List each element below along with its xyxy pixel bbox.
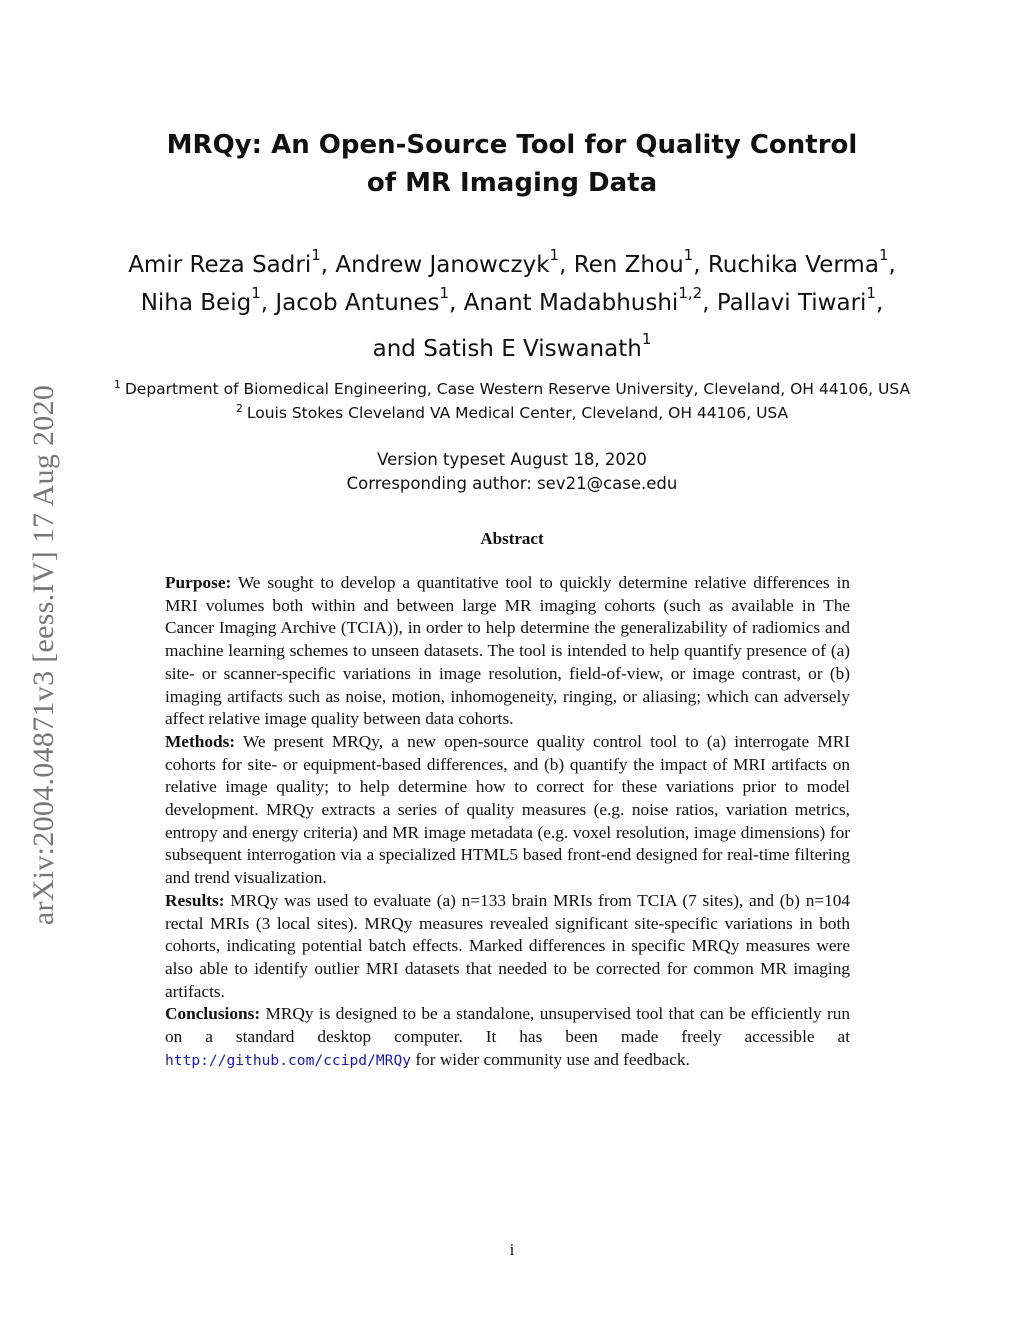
author-line-3	[0, 330, 1024, 364]
title-line-2: of MR Imaging Data	[366, 168, 658, 198]
author-name: Andrew Janowczyk	[335, 252, 550, 278]
author-name: Pallavi Tiwari	[716, 290, 867, 316]
author-name: Amir Reza Sadri	[128, 252, 312, 278]
author-affiliation-mark: 1,2	[678, 284, 703, 303]
author-affiliation-mark: 1	[311, 246, 321, 265]
affiliations	[0, 377, 1024, 425]
corresponding-author-line: Corresponding author: sev21@case.edu	[346, 474, 678, 493]
author-affiliation-mark: 1	[439, 284, 450, 303]
author-name: Anant Madabhushi	[463, 290, 679, 316]
abstract-heading: Abstract	[480, 529, 544, 548]
paper-title	[0, 126, 1024, 202]
conclusions-text: MRQy is designed to be a standalone, unsupervised tool that can be efficiently run on a standard desktop computer. It has been made freely accessible at	[165, 1004, 850, 1047]
author-affiliation-mark: 1	[878, 246, 889, 265]
conclusions-tail: for wider community use and feedback.	[415, 1049, 690, 1069]
abstract-conclusions	[165, 1003, 850, 1072]
version-info	[0, 448, 1024, 496]
affiliation-2	[0, 401, 1024, 425]
page-number: i	[509, 1240, 515, 1259]
author-line-1: Amir Reza Sadri$^1$, Andrew Janowczyk$^1$, Ren Zhou$^1$, Ruchika Verma$^1$,	[128, 246, 896, 278]
results-text: MRQy was used to evaluate (a) n=133 brain MRIs from TCIA (7 sites), and (b) n=104 rectal MRIs (3 local sites). MRQy measures revealed significant site-specific variations in both cohorts, indicating potential batch effects. Marked differences in specific MRQy measures were also able to identify outlier MRI datasets that needed to be corrected for common MR imaging artifacts.	[165, 890, 850, 1001]
github-link[interactable]: http://github.com/ccipd/MRQy	[165, 1051, 412, 1069]
affiliation-text: Louis Stokes Cleveland VA Medical Center, Cleveland, OH 44106, USA	[246, 404, 789, 422]
author-name: Ruchika Verma	[707, 252, 879, 278]
author-affiliation-mark: 1	[549, 246, 560, 265]
version-typeset-line: Version typeset August 18, 2020	[377, 450, 647, 469]
author-affiliation-mark: 1	[251, 284, 261, 303]
methods-label: Methods:	[165, 731, 236, 751]
author-affiliation-mark: 1	[866, 284, 876, 303]
methods-text: We present MRQy, a new open-source quality control tool to (a) interrogate MRI cohorts for site- or equipment-based differences, and (b) quantify the impact of MRI artifacts on relative image quality; to help determine how to correct for these variations prior to model development. MRQy extracts a series of quality measures (e.g. noise ratios, variation metrics, entropy and energy criteria) and MR image metadata (e.g. voxel resolution, image dimensions) for subsequent interrogation via a specialized HTML5 based front-end designed for real-time filtering and trend visualization.	[165, 731, 850, 888]
author-affiliation-mark: 1	[641, 330, 652, 349]
arxiv-identifier-stamp: arXiv:2004.04871v3 [eess.IV] 17 Aug 2020	[27, 384, 60, 926]
affiliation-text: Department of Biomedical Engineering, Case Western Reserve University, Cleveland, OH 44106, USA	[124, 380, 911, 398]
affiliation-mark: 2	[235, 401, 243, 415]
author-name: and Satish E Viswanath	[372, 336, 642, 362]
author-line-2: Niha Beig$^1$, Jacob Antunes$^1$, Anant Madabhushi$^{1,2}$, Pallavi Tiwari$^1$,	[140, 284, 884, 316]
author-name: Jacob Antunes	[275, 290, 440, 316]
purpose-text: We sought to develop a quantitative tool to quickly determine relative differences in MRI volumes both within and between large MR imaging cohorts (such as available in The Cancer Imaging Archive (TCIA)), in order to help determine the generalizability of radiomics and machine learning schemes to unseen datasets. The tool is intended to help quantify presence of (a) site- or scanner-specific variations in image resolution, field-of-view, or image contrast, or (b) imaging artifacts such as noise, motion, inhomogeneity, ringing, or aliasing; which can adversely affect relative image quality between data cohorts.	[165, 573, 851, 729]
affiliation-1	[0, 377, 1024, 401]
title-line-1: MRQy: An Open-Source Tool for Quality Control	[166, 130, 858, 160]
abstract-results	[165, 890, 850, 1004]
author-name: Niha Beig	[140, 290, 252, 316]
purpose-label: Purpose:	[165, 573, 232, 592]
results-label: Results:	[165, 890, 225, 910]
author-affiliation-mark: 1	[683, 246, 694, 265]
abstract-purpose	[165, 572, 850, 731]
affiliation-mark: 1	[113, 377, 121, 391]
abstract-methods	[165, 731, 850, 890]
abstract-body	[165, 572, 850, 1072]
conclusions-label: Conclusions:	[165, 1004, 261, 1024]
author-name: Ren Zhou	[573, 252, 684, 278]
